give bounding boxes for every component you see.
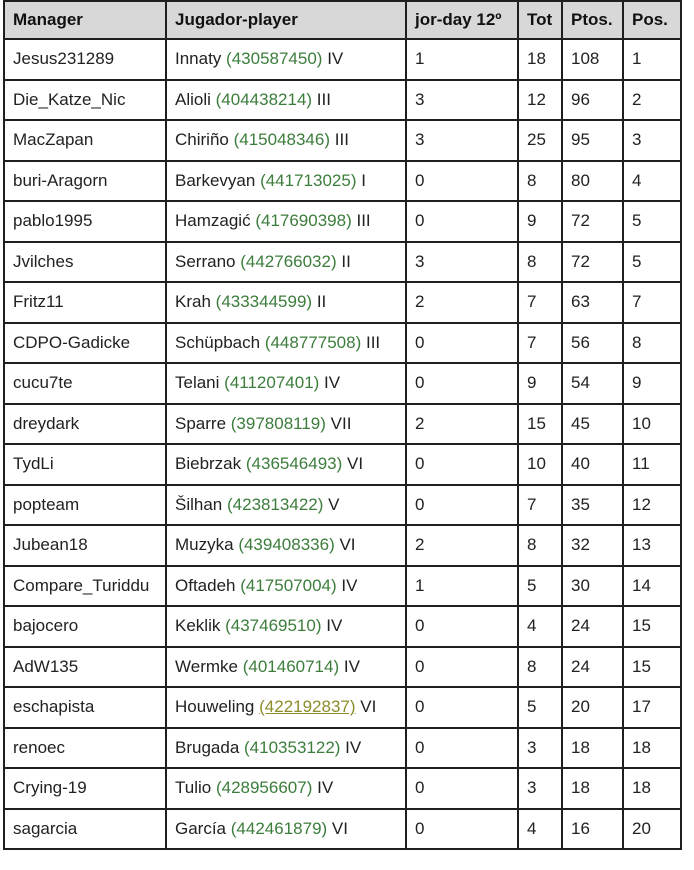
day-cell: 0 [406,728,518,769]
tot-cell: 5 [518,566,562,607]
day-cell: 2 [406,404,518,445]
header-player: Jugador-player [166,1,406,39]
player-id-link[interactable]: (433344599) [215,292,313,312]
player-id-link[interactable]: (423813422) [227,494,324,514]
table-row [4,161,681,202]
player-level: IV [327,49,344,69]
table-row [4,323,681,364]
player-name: Krah [175,292,211,312]
manager-cell: renoec [4,728,166,769]
player-id-link[interactable]: (401460714) [242,656,340,676]
header-ptos: Ptos. [562,1,623,39]
player-name: Serrano [175,251,236,271]
player-id-link[interactable]: (442461879) [230,818,328,838]
player-level: III [334,130,349,150]
header-tot: Tot [518,1,562,39]
player-cell [166,242,406,283]
header-pos: Pos. [623,1,681,39]
player-cell [166,444,406,485]
day-cell: 0 [406,687,518,728]
manager-cell: Compare_Turiddu [4,566,166,607]
table-row [4,768,681,809]
player-level: IV [326,616,343,636]
manager-cell: Jubean18 [4,525,166,566]
table-row [4,728,681,769]
player-cell [166,201,406,242]
day-cell: 0 [406,768,518,809]
tot-cell: 12 [518,80,562,121]
player-name: Muzyka [175,535,234,555]
player-id-link[interactable]: (422192837) [259,697,356,717]
player-id-link[interactable]: (417690398) [255,211,352,231]
player-cell [166,404,406,445]
table-row [4,809,681,850]
ptos-cell: 54 [562,363,623,404]
day-cell: 0 [406,647,518,688]
player-name: García [175,818,227,838]
player-id-link[interactable]: (442766032) [240,251,337,271]
tot-cell: 25 [518,120,562,161]
player-cell [166,809,406,850]
standings-table [3,0,682,850]
player-level: II [316,292,327,312]
ptos-cell: 20 [562,687,623,728]
pos-cell: 2 [623,80,681,121]
player-cell [166,485,406,526]
manager-cell: Jvilches [4,242,166,283]
player-level: VI [360,697,377,717]
player-level: IV [341,575,358,595]
player-level: II [341,251,351,271]
player-cell [166,120,406,161]
player-name: Brugada [175,737,240,757]
day-cell: 0 [406,323,518,364]
pos-cell: 13 [623,525,681,566]
tot-cell: 3 [518,728,562,769]
player-level: VI [331,818,348,838]
pos-cell: 1 [623,39,681,80]
player-cell [166,80,406,121]
ptos-cell: 18 [562,728,623,769]
pos-cell: 10 [623,404,681,445]
ptos-cell: 45 [562,404,623,445]
player-name: Barkevyan [175,170,256,190]
player-name: Biebrzak [175,454,242,474]
day-cell: 0 [406,444,518,485]
manager-cell: pablo1995 [4,201,166,242]
ptos-cell: 80 [562,161,623,202]
pos-cell: 7 [623,282,681,323]
pos-cell: 15 [623,647,681,688]
manager-cell: CDPO-Gadicke [4,323,166,364]
player-id-link[interactable]: (415048346) [233,130,331,150]
player-cell [166,363,406,404]
ptos-cell: 24 [562,606,623,647]
table-row [4,566,681,607]
table-row [4,120,681,161]
table-row [4,606,681,647]
player-cell [166,39,406,80]
player-name: Oftadeh [175,575,236,595]
day-cell: 3 [406,242,518,283]
day-cell: 1 [406,566,518,607]
ptos-cell: 30 [562,566,623,607]
table-row [4,687,681,728]
day-cell: 0 [406,161,518,202]
player-cell [166,525,406,566]
manager-cell: Crying-19 [4,768,166,809]
manager-cell: Jesus231289 [4,39,166,80]
tot-cell: 9 [518,201,562,242]
ptos-cell: 72 [562,242,623,283]
table-row [4,444,681,485]
pos-cell: 14 [623,566,681,607]
tot-cell: 8 [518,647,562,688]
player-cell [166,647,406,688]
manager-cell: dreydark [4,404,166,445]
ptos-cell: 18 [562,768,623,809]
player-level: III [356,211,371,231]
ptos-cell: 35 [562,485,623,526]
player-name: Chiriño [175,130,229,150]
player-id-link[interactable]: (430587450) [226,49,323,69]
table-row [4,485,681,526]
table-row [4,201,681,242]
player-cell [166,323,406,364]
player-name: Wermke [175,656,238,676]
ptos-cell: 63 [562,282,623,323]
player-id-link[interactable]: (428956607) [215,778,313,798]
tot-cell: 8 [518,242,562,283]
player-cell [166,687,406,728]
player-id-link[interactable]: (439408336) [238,535,335,555]
ptos-cell: 56 [562,323,623,364]
day-cell: 0 [406,485,518,526]
table-row [4,647,681,688]
manager-cell: Die_Katze_Nic [4,80,166,121]
player-level: IV [343,656,360,676]
ptos-cell: 95 [562,120,623,161]
pos-cell: 17 [623,687,681,728]
tot-cell: 7 [518,323,562,364]
ptos-cell: 72 [562,201,623,242]
pos-cell: 12 [623,485,681,526]
tot-cell: 3 [518,768,562,809]
player-id-link[interactable]: (404438214) [215,89,313,109]
table-row [4,39,681,80]
day-cell: 3 [406,120,518,161]
pos-cell: 3 [623,120,681,161]
player-id-link[interactable]: (437469510) [225,616,322,636]
tot-cell: 8 [518,525,562,566]
player-name: Sparre [175,413,227,433]
pos-cell: 20 [623,809,681,850]
table-row [4,242,681,283]
manager-cell: popteam [4,485,166,526]
player-name: Keklik [175,616,221,636]
player-level: VI [339,535,356,555]
day-cell: 0 [406,606,518,647]
player-name: Alioli [175,89,211,109]
table-row [4,363,681,404]
header-manager: Manager [4,1,166,39]
ptos-cell: 32 [562,525,623,566]
table-row [4,282,681,323]
day-cell: 0 [406,809,518,850]
ptos-cell: 24 [562,647,623,688]
player-id-link[interactable]: (448777508) [264,332,362,352]
player-level: VI [347,454,364,474]
player-id-link[interactable]: (397808119) [230,413,326,433]
table-row [4,525,681,566]
player-level: I [361,170,366,190]
header-row [4,1,681,39]
player-level: IV [324,373,341,393]
tot-cell: 8 [518,161,562,202]
player-name: Houweling [175,697,255,717]
pos-cell: 5 [623,242,681,283]
player-cell [166,768,406,809]
player-cell [166,728,406,769]
manager-cell: Fritz11 [4,282,166,323]
tot-cell: 7 [518,485,562,526]
pos-cell: 15 [623,606,681,647]
player-cell [166,566,406,607]
player-name: Hamzagić [175,211,251,231]
manager-cell: bajocero [4,606,166,647]
manager-cell: AdW135 [4,647,166,688]
player-name: Telani [175,373,220,393]
tot-cell: 9 [518,363,562,404]
player-name: Šilhan [175,494,223,514]
ptos-cell: 108 [562,39,623,80]
ptos-cell: 96 [562,80,623,121]
player-level: VII [330,413,352,433]
tot-cell: 10 [518,444,562,485]
day-cell: 0 [406,201,518,242]
player-id-link[interactable]: (417507004) [240,575,337,595]
day-cell: 2 [406,525,518,566]
manager-cell: sagarcia [4,809,166,850]
player-id-link[interactable]: (436546493) [245,454,343,474]
manager-cell: cucu7te [4,363,166,404]
player-level: III [316,89,331,109]
pos-cell: 4 [623,161,681,202]
ptos-cell: 40 [562,444,623,485]
player-level: V [328,494,340,514]
player-name: Tulio [175,778,212,798]
tot-cell: 4 [518,809,562,850]
player-level: IV [317,778,334,798]
day-cell: 2 [406,282,518,323]
pos-cell: 8 [623,323,681,364]
ptos-cell: 16 [562,809,623,850]
player-id-link[interactable]: (410353122) [244,737,341,757]
player-cell [166,606,406,647]
tot-cell: 7 [518,282,562,323]
manager-cell: buri-Aragorn [4,161,166,202]
player-id-link[interactable]: (441713025) [260,170,357,190]
day-cell: 3 [406,80,518,121]
header-day: jor-day 12º [406,1,518,39]
player-level: IV [345,737,362,757]
player-level: III [365,332,381,352]
pos-cell: 18 [623,768,681,809]
pos-cell: 18 [623,728,681,769]
player-id-link[interactable]: (411207401) [224,373,320,393]
day-cell: 0 [406,363,518,404]
table-row [4,404,681,445]
manager-cell: eschapista [4,687,166,728]
pos-cell: 5 [623,201,681,242]
player-name: Schüpbach [175,332,261,352]
pos-cell: 11 [623,444,681,485]
tot-cell: 18 [518,39,562,80]
manager-cell: MacZapan [4,120,166,161]
player-cell [166,282,406,323]
day-cell: 1 [406,39,518,80]
player-cell [166,161,406,202]
pos-cell: 9 [623,363,681,404]
table-row [4,80,681,121]
player-name: Innaty [175,49,222,69]
tot-cell: 5 [518,687,562,728]
tot-cell: 4 [518,606,562,647]
tot-cell: 15 [518,404,562,445]
manager-cell: TydLi [4,444,166,485]
